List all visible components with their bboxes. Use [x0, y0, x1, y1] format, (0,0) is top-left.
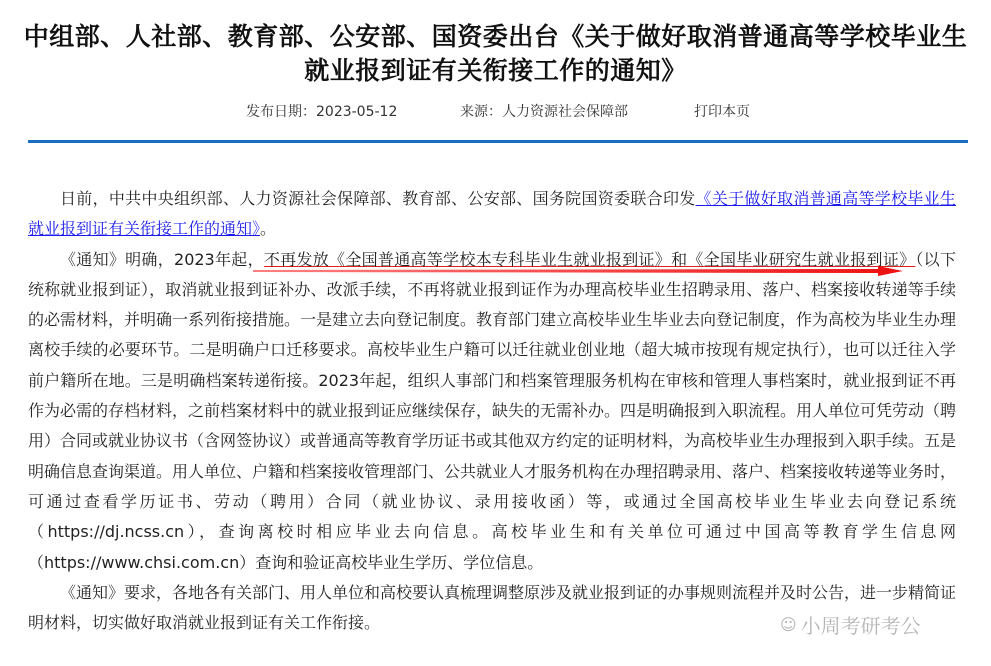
article-title: 中组部、人社部、教育部、公安部、国资委出台《关于做好取消普通高等学校毕业生就业报到证有关衔接工作的通知》 — [23, 22, 968, 85]
highlighted-phrase: 不再发放《全国普通高等学校本专科毕业生就业报到证》和《全国毕业研究生就业报到证》 — [263, 249, 916, 269]
article-body — [28, 184, 956, 638]
red-arrow-annotation — [253, 266, 903, 276]
watermark-text: 小周考研考公 — [800, 614, 921, 638]
title-divider — [28, 140, 968, 143]
p2-prefix: 《通知》明确，2023年起， — [60, 249, 264, 269]
p1-suffix: 。 — [260, 219, 277, 239]
publish-date: 发布日期：2023-05-12 — [246, 104, 398, 120]
watermark — [780, 610, 921, 639]
p1-text: 日前，中共中央组织部、人力资源社会保障部、教育部、公安部、国务院国资委联合印发 — [60, 189, 696, 208]
notice-link[interactable]: 《关于做好取消普通高等学校毕业生就业报到证有关衔接工作的通知》 — [28, 189, 956, 239]
article-source: 来源：人力资源社会保障部 — [460, 104, 628, 120]
paragraph-2 — [28, 245, 956, 578]
paragraph-1 — [28, 184, 956, 245]
print-page-link[interactable]: 打印本页 — [694, 104, 750, 120]
paragraph-3: 《通知》要求，各地各有关部门、用人单位和高校要认真梳理调整原涉及就业报到证的办事规则流程并及时公告，进一步精简证明材料，切实做好取消就业报到证有关工作衔接。 — [28, 582, 957, 633]
wechat-icon: ☺ — [780, 615, 797, 634]
p2-text: （以下统称就业报到证），取消就业报到证补办、改派手续，不再将就业报到证作为办理高校毕业生招聘录用、落户、档案接收转递等手续的必需材料，并明确一系列衔接措施。一是建立去向登记制度。教育部门建立高校毕业生毕业去向登记制度，作为高校为毕业生办理离校手续的必要环节。二是明确户口迁移要求。高校毕业生户籍可以迁往就业创业地（超大城市按现有规定执行），也可以迁往入学前户籍所在地。三是明确档案转递衔接。2023年起，组织人事部门和档案管理服务机构在审核和管理人事档案时，就业报到证不再作为必需的存档材料，之前档案材料中的就业报到证应继续保存，缺失的无需补办。四是明确报到入职流程。用人单位可凭劳动（聘用）合同或就业协议书（含网签协议）或普通高等教育学历证书或其他双方约定的证明材料，为高校毕业生办理报到入职手续。五是明确信息查询渠道。用人单位、户籍和档案接收管理部门、公共就业人才服务机构在办理招聘录用、落户、档案接收转递等业务时，可通过查看学历证书、劳动（聘用）合同（就业协议、录用接收函）等，或通过全国高校毕业生毕业去向登记系统（https://dj.ncss.cn），查询离校时相应毕业去向信息。高校毕业生和有关单位可通过中国高等教育学生信息网（https://www.chsi.com.cn）查询和验证高校毕业生学历、学位信息。 — [28, 249, 957, 572]
